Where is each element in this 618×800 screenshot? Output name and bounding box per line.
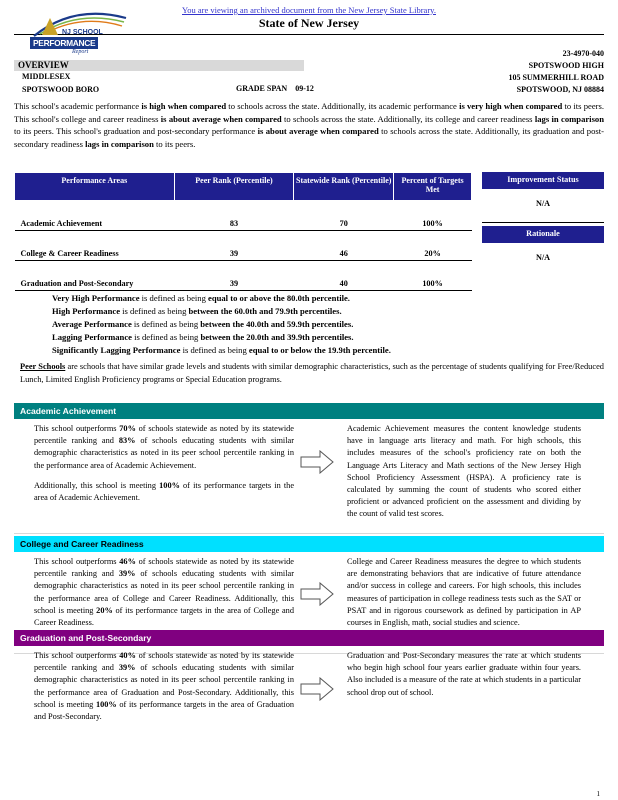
definition-line: Lagging Performance is defined as being between the 20.0th and 39.9th percentiles.	[52, 332, 354, 342]
logo-line3: Report	[72, 49, 89, 55]
graduation-post-secondary-header: Graduation and Post-Secondary	[14, 630, 604, 646]
row-statewide-rank: 70	[294, 201, 394, 231]
rationale-header: Rationale	[482, 226, 604, 243]
header-percent-targets: Percent of Targets Met	[394, 173, 472, 201]
row-area: Academic Achievement	[15, 201, 175, 231]
school-name: SPOTSWOOD HIGH	[528, 61, 604, 70]
college-career-readiness-description: College and Career Readiness measures the degree to which students are demonstrating behaviors that are indicative of future attendance and/or success in college and careers. For high schools, this includes measures of participation in college readiness tests such as the SAT or PSAT and in rigorous coursework as defined by participation in AP courses in English, math, social studies and science.	[347, 557, 581, 628]
page-number: 1	[596, 790, 600, 798]
nj-school-performance-logo	[14, 8, 134, 60]
college-career-readiness-summary: This school outperforms 46% of schools statewide as noted by its statewide percentile ranking and 39% of schools educating students with similar demographic characteristics as noted in its peer school percentile ranking in the performance area of College and Career Readiness. Additionally, this school is meeting 20% of its performance targets in the area of College and Career Readiness.	[34, 557, 294, 628]
table-row	[15, 261, 472, 291]
definition-line: Significantly Lagging Performance is defined as being equal to or below the 19.9th percentile.	[52, 345, 391, 355]
peer-schools-term: Peer Schools	[20, 362, 66, 371]
logo-line1: NJ SCHOOL	[62, 29, 103, 36]
header-peer-rank: Peer Rank (Percentile)	[174, 173, 294, 201]
archive-notice-link[interactable]: You are viewing an archived document from the New Jersey State Library.	[182, 5, 436, 15]
table-row	[15, 201, 472, 231]
status-box	[482, 172, 604, 275]
table-header-row	[15, 173, 472, 201]
county: MIDDLESEX	[22, 72, 71, 81]
overview-bar: OVERVIEW	[14, 60, 304, 71]
district: SPOTSWOOD BORO	[22, 85, 100, 94]
definition-line: High Performance is defined as being between the 60.0th and 79.9th percentiles.	[52, 306, 342, 316]
academic-achievement-header: Academic Achievement	[14, 403, 604, 419]
school-city: SPOTSWOOD, NJ 08884	[516, 85, 604, 94]
grade-span	[236, 84, 314, 93]
school-address: 105 SUMMERHILL ROAD	[508, 73, 604, 82]
college-career-readiness-header: College and Career Readiness	[14, 536, 604, 552]
school-code: 23-4970-040	[562, 49, 604, 58]
row-peer-rank: 39	[174, 231, 294, 261]
row-peer-rank: 39	[174, 261, 294, 291]
row-area: Graduation and Post-Secondary	[15, 261, 175, 291]
row-peer-rank: 83	[174, 201, 294, 231]
performance-table	[14, 172, 472, 291]
row-area: College & Career Readiness	[15, 231, 175, 261]
header-statewide-rank: Statewide Rank (Percentile)	[294, 173, 394, 201]
graduation-post-secondary-summary: This school outperforms 40% of schools statewide as noted by its statewide percentile ranking and 39% of schools educating students with similar demographic characteristics as noted in its peer school percentile ranking in the performance area of Graduation and Post-Secondary. Additionally, this school is meeting 100% of its performance targets in the area of Graduation and Post-Secondary.	[34, 651, 294, 722]
state-title: State of New Jersey	[258, 16, 360, 30]
graduation-post-secondary-description: Graduation and Post-Secondary measures the rate at which students who begin high school four years earlier graduate within four years. Also included is a measure of the rate at which students in a particular school drop out of school.	[347, 651, 581, 697]
row-targets-met: 100%	[394, 261, 472, 291]
definition-line: Average Performance is defined as being between the 40.0th and 59.9th percentiles.	[52, 319, 354, 329]
header-performance-areas: Performance Areas	[15, 173, 175, 201]
academic-achievement-description: Academic Achievement measures the content knowledge students have in language arts literacy and math. For high schools, this includes measures of the school's proficiency rate on both the Language Arts Literacy and Math sections of the New Jersey High School Proficiency Assessment (HSPA). A proficiency rate is calculated by summing the count of students who scored either proficient or advanced proficient on the assessment and dividing by the count of valid test scores.	[347, 424, 581, 519]
grade-span-value: 09-12	[295, 84, 314, 93]
row-statewide-rank: 46	[294, 231, 394, 261]
row-statewide-rank: 40	[294, 261, 394, 291]
improvement-status-value: N/A	[482, 189, 604, 223]
grade-span-label: GRADE SPAN	[236, 84, 288, 93]
section-divider	[14, 533, 604, 534]
logo-line2: PERFORMANCE	[30, 37, 98, 49]
peer-schools-paragraph: Peer Schools are schools that have similar grade levels and students with similar demographic characteristics, such as the percentage of students qualifying for Free/Reduced Lunch, Limited English Proficiency programs or Special Education programs.	[20, 362, 604, 384]
right-arrow-icon	[300, 677, 334, 701]
academic-achievement-summary: This school outperforms 70% of schools statewide as noted by its statewide percentile ranking and 83% of schools educating students with similar demographic characteristics as noted in its peer school percentile ranking in the performance area of Academic Achievement. Additionally, this school is meeting 100% of its performance targets in the area of Academic Achievement.	[34, 424, 295, 503]
row-targets-met: 20%	[394, 231, 472, 261]
right-arrow-icon	[300, 450, 334, 474]
rationale-value: N/A	[535, 253, 551, 262]
table-row	[15, 231, 472, 261]
right-arrow-icon	[300, 582, 334, 606]
summary-paragraph: This school's academic performance is high when compared to schools across the state. Additionally, its academic performance is very high when compared to its peers. This school's college and career readiness is about average when compared to schools across the state. Additionally, its college and career readiness lags in comparison to its peers. This school's graduation and post-secondary performance is about average when compared to schools across the state. Additionally, its graduation and post-secondary readiness lags in comparison to its peers.	[14, 101, 604, 149]
row-targets-met: 100%	[394, 201, 472, 231]
improvement-status-header: Improvement Status	[482, 172, 604, 189]
performance-definitions	[52, 292, 391, 357]
definition-line: Very High Performance is defined as being equal to or above the 80.0th percentile.	[52, 293, 350, 303]
